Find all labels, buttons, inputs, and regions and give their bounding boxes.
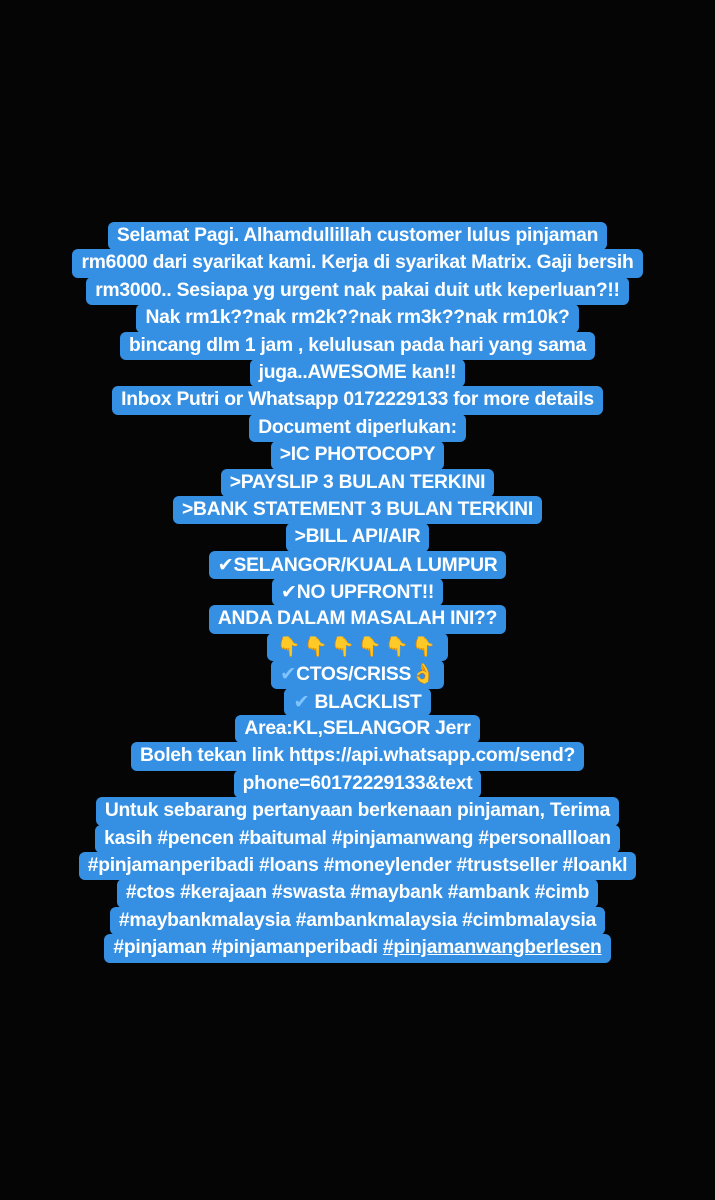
text-line-5: bincang dlm 1 jam , kelulusan pada hari yang sama bbox=[0, 332, 715, 359]
link-line-2 bbox=[0, 770, 715, 797]
text-line-6: juga..AWESOME kan!! bbox=[0, 359, 715, 386]
blue-check-icon: ✔ bbox=[280, 662, 297, 686]
hashtag-line-4: #maybankmalaysia #ambankmalaysia #cimbmalaysia bbox=[0, 907, 715, 934]
hashtag-line-2: #pinjamanperibadi #loans #moneylender #trustseller #loankl bbox=[0, 852, 715, 879]
document-item-bill: >BILL API/AIR bbox=[0, 523, 715, 550]
story-text-block bbox=[0, 222, 715, 962]
ctos-line: ✔CTOS/CRISS👌 bbox=[0, 660, 715, 687]
check-mark-icon: ✔ bbox=[280, 580, 297, 604]
hashtag-line-1: kasih #pencen #baitumal #pinjamanwang #personallloan bbox=[0, 825, 715, 852]
hashtag-line-5: #pinjaman #pinjamanperibadi #pinjamanwangberlesen bbox=[0, 934, 715, 961]
pointing-down-line bbox=[0, 633, 715, 660]
hashtag-intro-line: Untuk sebarang pertanyaan berkenaan pinjaman, Terima bbox=[0, 797, 715, 824]
text-line-2: rm6000 dari syarikat kami. Kerja di syarikat Matrix. Gaji bersih bbox=[0, 249, 715, 276]
document-item-ic: >IC PHOTOCOPY bbox=[0, 441, 715, 468]
hashtag-line-3: #ctos #kerajaan #swasta #maybank #ambank #cimb bbox=[0, 879, 715, 906]
whatsapp-link[interactable]: Boleh tekan link https://api.whatsapp.com/send? bbox=[131, 742, 584, 770]
area-check-line: ✔SELANGOR/KUALA LUMPUR bbox=[0, 551, 715, 578]
text-line-4: Nak rm1k??nak rm2k??nak rm3k??nak rm10k? bbox=[0, 304, 715, 331]
area-line: Area:KL,SELANGOR Jerr bbox=[0, 715, 715, 742]
whatsapp-link-continued[interactable]: phone=60172229133&text bbox=[234, 770, 482, 798]
text-line-3: rm3000.. Sesiapa yg urgent nak pakai duit utk keperluan?!! bbox=[0, 277, 715, 304]
document-item-bank-statement: >BANK STATEMENT 3 BULAN TERKINI bbox=[0, 496, 715, 523]
blacklist-line: ✔ BLACKLIST bbox=[0, 688, 715, 715]
contact-line: Inbox Putri or Whatsapp 0172229133 for more details bbox=[0, 386, 715, 413]
ok-hand-icon: 👌 bbox=[411, 662, 435, 686]
document-item-payslip: >PAYSLIP 3 BULAN TERKINI bbox=[0, 469, 715, 496]
check-mark-icon: ✔ bbox=[217, 552, 234, 576]
pointing-down-icons: 👇👇👇👇👇👇 bbox=[276, 634, 439, 658]
document-heading: Document diperlukan: bbox=[0, 414, 715, 441]
hashtag-link-pinjamanwangberlesen[interactable]: #pinjamanwangberlesen bbox=[382, 937, 602, 959]
upfront-check-line: ✔NO UPFRONT!! bbox=[0, 578, 715, 605]
text-line-1: Selamat Pagi. Alhamdullillah customer lulus pinjaman bbox=[0, 222, 715, 249]
link-line-1 bbox=[0, 742, 715, 769]
problem-question-line: ANDA DALAM MASALAH INI?? bbox=[0, 605, 715, 632]
blue-check-icon: ✔ bbox=[293, 689, 310, 713]
